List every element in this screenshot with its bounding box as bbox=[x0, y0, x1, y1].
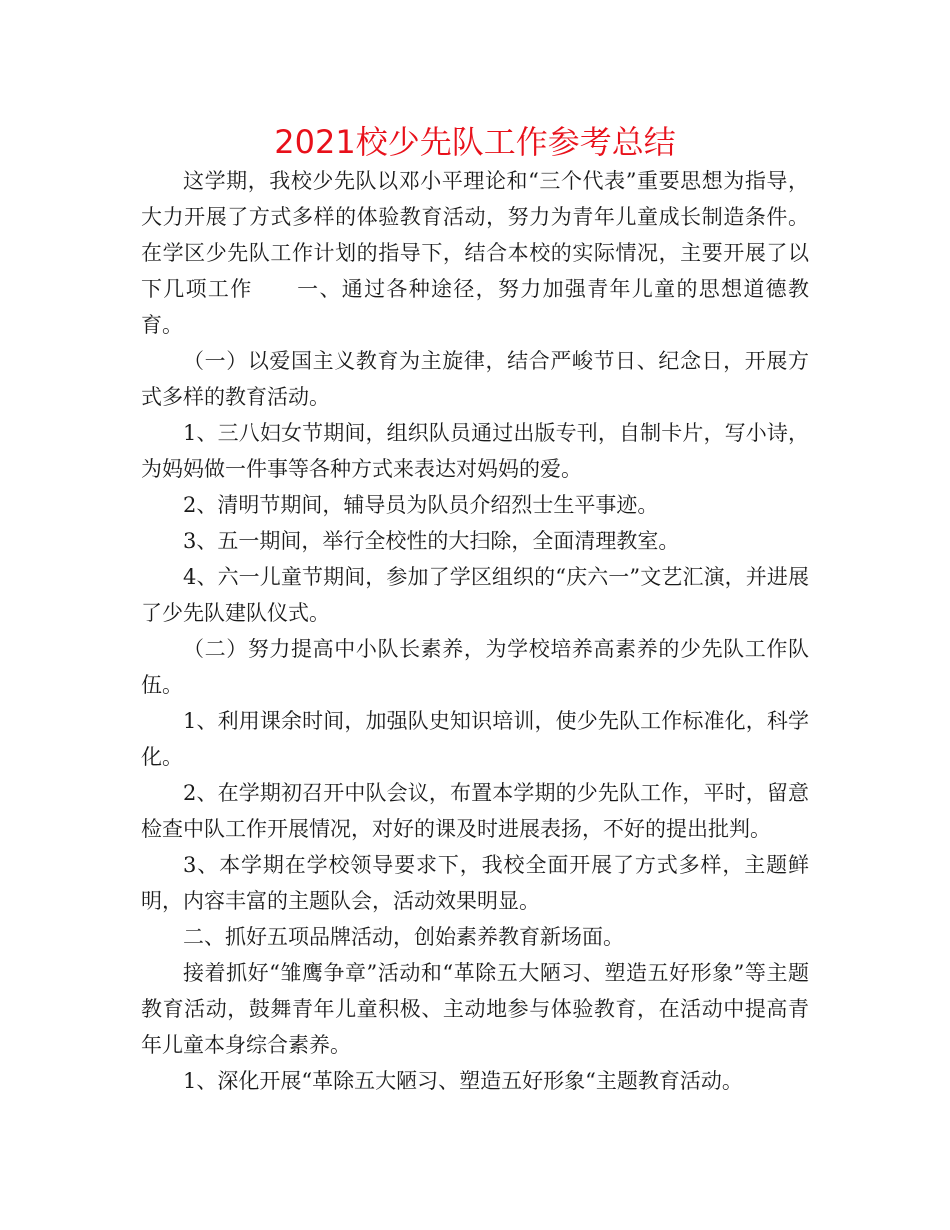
document-body bbox=[141, 163, 809, 1099]
paragraph: 2、在学期初召开中队会议，布置本学期的少先队工作，平时，留意检查中队工作开展情况，对好的课及时进展表扬，不好的提出批判。 bbox=[141, 781, 809, 841]
paragraph: 1、三八妇女节期间，组织队员通过出版专刊，自制卡片，写小诗，为妈妈做一件事等各种方式来表达对妈妈的爱。 bbox=[141, 421, 809, 481]
paragraph: 接着抓好“雏鹰争章”活动和“革除五大陋习、塑造五好形象”等主题教育活动，鼓舞青年儿童积极、主动地参与体验教育，在活动中提高青年儿童本身综合素养。 bbox=[141, 961, 809, 1057]
paragraph: 这学期，我校少先队以邓小平理论和“三个代表”重要思想为指导，大力开展了方式多样的体验教育活动，努力为青年儿童成长制造条件。在学区少先队工作计划的指导下，结合本校的实际情况，主要开展了以下几项工作 一、通过各种途径，努力加强青年儿童的思想道德教育。 bbox=[141, 169, 809, 337]
paragraph: 2、清明节期间，辅导员为队员介绍烈士生平事迹。 bbox=[183, 493, 659, 517]
paragraph: （一）以爱国主义教育为主旋律，结合严峻节日、纪念日，开展方式多样的教育活动。 bbox=[141, 349, 809, 409]
paragraph: 3、本学期在学校领导要求下，我校全面开展了方式多样，主题鲜明，内容丰富的主题队会，活动效果明显。 bbox=[141, 853, 809, 913]
paragraph: 4、六一儿童节期间，参加了学区组织的“庆六一”文艺汇演，并进展了少先队建队仪式。 bbox=[141, 565, 809, 625]
paragraph: 二、抓好五项品牌活动，创始素养教育新场面。 bbox=[183, 925, 624, 949]
paragraph: （二）努力提高中小队长素养，为学校培养高素养的少先队工作队伍。 bbox=[141, 637, 809, 697]
document-title: 2021校少先队工作参考总结 bbox=[274, 123, 676, 161]
paragraph: 3、五一期间，举行全校性的大扫除，全面清理教室。 bbox=[183, 529, 680, 553]
paragraph: 1、深化开展“革除五大陋习、塑造五好形象“主题教育活动。 bbox=[183, 1069, 743, 1093]
paragraph: 1、利用课余时间，加强队史知识培训，使少先队工作标准化，科学化。 bbox=[141, 709, 809, 769]
